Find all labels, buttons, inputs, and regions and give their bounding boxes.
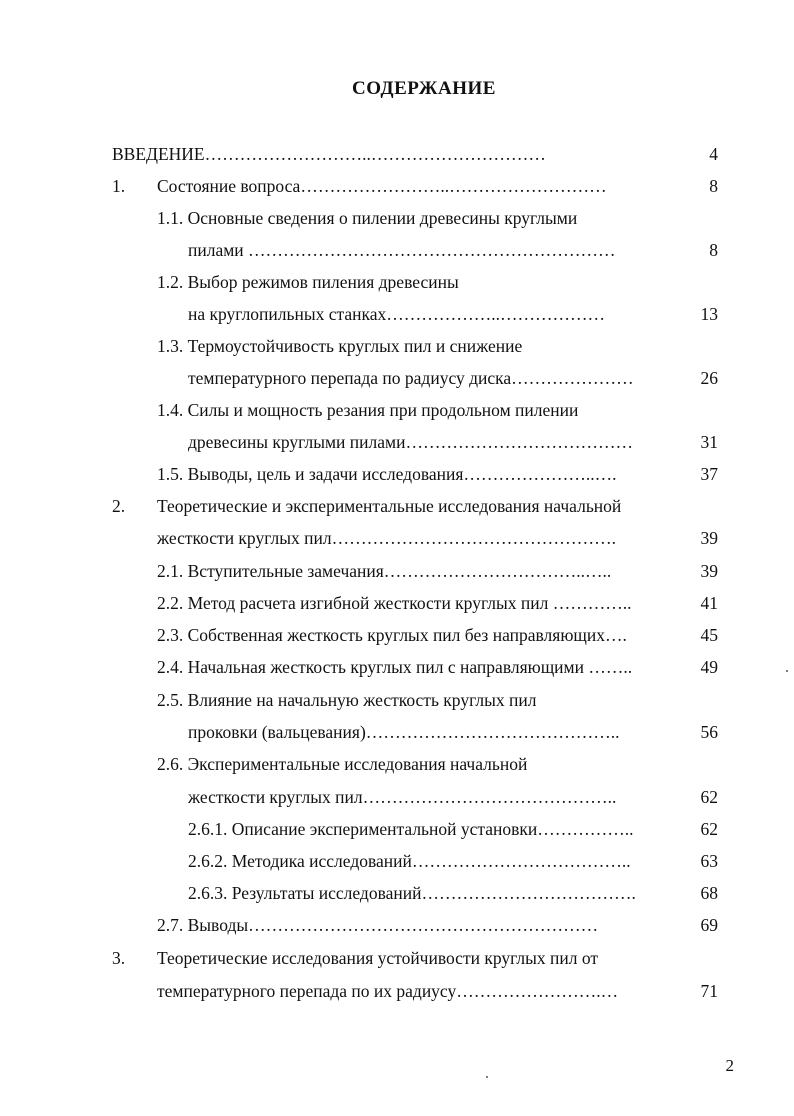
entry-page: 63 [700,851,718,871]
entry-title: на круглопильных станках………………..……………… [188,304,606,324]
entry-number: 1. [112,176,126,196]
toc-entry [0,142,794,166]
entry-page: 68 [700,883,718,903]
page-number: 2 [725,1056,734,1075]
entry-title: 2.4. Начальная жесткость круглых пил с направляющими …….. [157,657,633,677]
toc-entry [0,398,794,422]
entry-page: 41 [700,593,718,613]
entry-title: древесины круглыми пилами………………………………… [188,432,633,452]
toc-entry [0,334,794,358]
toc-entry [0,785,794,809]
entry-title: пилами ……………………………………………………… [188,240,616,260]
entry-page: 45 [700,625,718,645]
entry-title: 2.6.1. Описание экспериментальной установки…………….. [188,819,634,839]
entry-title: жесткости круглых пил…………………………………….. [188,787,617,807]
toc-title: СОДЕРЖАНИЕ [352,78,496,99]
entry-title: Состояние вопроса……………………..……………………… [157,176,607,196]
toc-entry [0,270,794,294]
entry-title: Теоретические и экспериментальные исследования начальной [157,496,622,516]
entry-title: 2.1. Вступительные замечания……………………………..….. [157,561,612,581]
entry-title: 1.3. Термоустойчивость круглых пил и снижение [157,336,523,356]
entry-page: 8 [709,240,718,260]
entry-page: 26 [700,368,718,388]
entry-title: температурного перепада по радиусу диска………………… [188,368,634,388]
toc-entry [0,206,794,230]
entry-page: 31 [700,432,718,452]
entry-title: ВВЕДЕНИЕ………………………..………………………… [112,144,546,164]
entry-title: 1.5. Выводы, цель и задачи исследования…………………..…. [157,464,617,484]
entry-title: 2.6.2. Методика исследований……………………………….. [188,851,631,871]
scan-speck [486,1076,488,1078]
entry-page: 37 [700,464,718,484]
toc-entry [0,881,794,905]
entry-page: 49 [700,657,718,677]
toc-entry [0,688,794,712]
entry-title: 1.1. Основные сведения о пилении древесины круглыми [157,208,578,228]
toc-entry [0,238,794,262]
toc-entry [0,526,794,550]
entry-title: 2.5. Влияние на начальную жесткость круглых пил [157,690,537,710]
toc-entry [0,462,794,486]
toc-entry [0,430,794,454]
toc-entry [0,302,794,326]
entry-page: 39 [700,561,718,581]
entry-page: 62 [700,787,718,807]
toc-entry [0,849,794,873]
entry-page: 4 [709,144,718,164]
toc-entry [0,494,794,518]
entry-title: 2.6. Экспериментальные исследования начальной [157,754,528,774]
entry-page: 56 [700,722,718,742]
entry-page: 62 [700,819,718,839]
entry-title: 2.3. Собственная жесткость круглых пил без направляющих…. [157,625,627,645]
entry-title: 2.6.3. Результаты исследований………………………………. [188,883,636,903]
entry-title: 2.2. Метод расчета изгибной жесткости круглых пил ………….. [157,593,632,613]
entry-number: 3. [112,948,126,968]
scan-speck [786,670,788,672]
toc-entry [0,720,794,744]
toc-entry [0,623,794,647]
entry-title: температурного перепада по их радиусу…………………….… [157,981,619,1001]
toc-entry [0,752,794,776]
toc-entry [0,946,794,970]
toc-entry [0,979,794,1003]
toc-entry [0,366,794,390]
entry-number: 2. [112,496,126,516]
entry-title: проковки (вальцевания)…………………………………….. [188,722,620,742]
entry-page: 13 [700,304,718,324]
entry-title: 2.7. Выводы…………………………………………………… [157,915,599,935]
toc-entry [0,559,794,583]
toc-entry [0,591,794,615]
entry-page: 8 [709,176,718,196]
entry-page: 69 [700,915,718,935]
entry-page: 39 [700,528,718,548]
entry-title: Теоретические исследования устойчивости круглых пил от [157,948,599,968]
entry-page: 71 [700,981,718,1001]
entry-title: жесткости круглых пил…………………………………………. [157,528,616,548]
entry-title: 1.2. Выбор режимов пиления древесины [157,272,459,292]
toc-entry [0,817,794,841]
toc-entry [0,655,794,679]
entry-title: 1.4. Силы и мощность резания при продольном пилении [157,400,579,420]
toc-entry [0,174,794,198]
toc-entry [0,913,794,937]
